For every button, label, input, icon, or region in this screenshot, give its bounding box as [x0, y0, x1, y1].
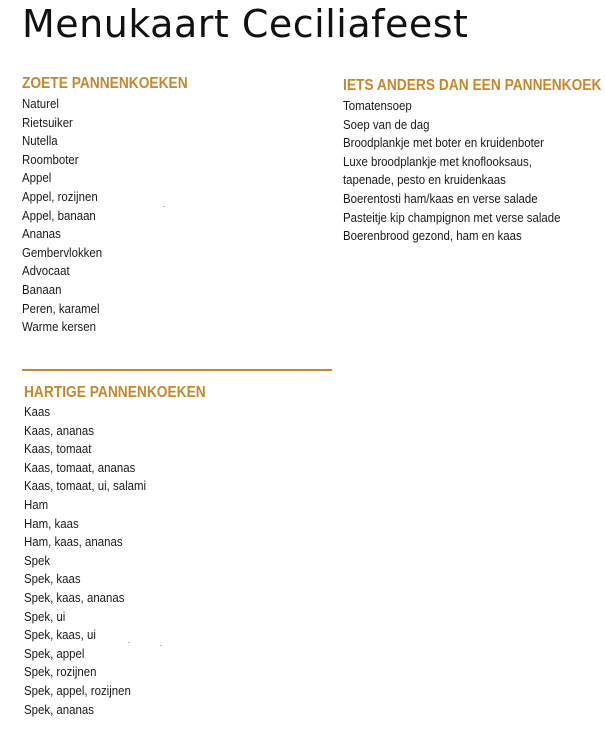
- menu-item: Appel, banaan: [22, 207, 96, 223]
- menu-item: Appel, rozijnen: [22, 188, 98, 204]
- menu-item: Kaas, tomaat, ui, salami: [24, 478, 147, 494]
- menu-item: Pasteitje kip champignon met verse salade: [343, 209, 561, 225]
- menu-item: Appel: [22, 170, 52, 186]
- menu-item: Boerentosti ham/kaas en verse salade: [343, 190, 538, 206]
- menu-item: Soep van de dag: [343, 116, 430, 132]
- menu-item: Banaan: [22, 281, 62, 297]
- menu-item: Naturel: [22, 96, 59, 111]
- menu-list-hartige: [24, 403, 163, 719]
- menu-item: Kaas, ananas: [24, 422, 94, 438]
- menu-item: Tomatensoep: [343, 98, 412, 113]
- scan-speck: [128, 642, 130, 643]
- menu-item: Spek, appel, rozijnen: [24, 682, 131, 698]
- section-heading-zoete: ZOETE PANNENKOEKEN: [22, 75, 188, 92]
- menu-item: Ananas: [22, 226, 61, 242]
- menu-item: Spek, appel: [24, 645, 85, 661]
- menu-item: Rietsuiker: [22, 114, 73, 130]
- menu-item: Peren, karamel: [22, 300, 100, 316]
- menu-item: Ham: [24, 496, 49, 512]
- menu-item: Kaas: [24, 404, 51, 419]
- menu-item: Spek, ui: [24, 608, 66, 624]
- menu-item: Warme kersen: [22, 319, 96, 335]
- menu-item: Spek, ananas: [24, 701, 94, 717]
- menu-item: Luxe broodplankje met knoflooksaus,: [343, 153, 532, 169]
- menu-item: Gembervlokken: [22, 244, 103, 260]
- menu-list-zoete: [22, 95, 113, 337]
- menu-item: Spek, kaas, ui: [24, 627, 96, 643]
- menu-item: Advocaat: [22, 263, 70, 279]
- menu-item: Broodplankje met boter en kruidenboter: [343, 135, 544, 151]
- scan-speck: [160, 645, 162, 646]
- menu-item: Boerenbrood gezond, ham en kaas: [343, 228, 522, 244]
- menu-item: Kaas, tomaat: [24, 441, 92, 457]
- scan-speck: [163, 206, 165, 207]
- menu-item: Roomboter: [22, 151, 79, 167]
- menu-item: Nutella: [22, 133, 58, 149]
- menu-item: Spek, kaas, ananas: [24, 589, 125, 605]
- section-divider: [22, 369, 332, 371]
- section-heading-hartige: HARTIGE PANNENKOEKEN: [24, 384, 206, 401]
- section-heading-anders: IETS ANDERS DAN EEN PANNENKOEK: [343, 77, 602, 94]
- menu-item: Ham, kaas, ananas: [24, 534, 123, 550]
- menu-item: tapenade, pesto en kruidenkaas: [343, 172, 506, 188]
- menu-item: Spek, rozijnen: [24, 664, 97, 680]
- menu-item: Spek: [24, 552, 51, 568]
- menu-item: Ham, kaas: [24, 515, 79, 531]
- page-title: Menukaart Ceciliafeest: [22, 2, 469, 46]
- menu-item: Spek, kaas: [24, 571, 81, 587]
- menu-list-anders: [343, 97, 590, 246]
- menu-item: Kaas, tomaat, ananas: [24, 459, 136, 475]
